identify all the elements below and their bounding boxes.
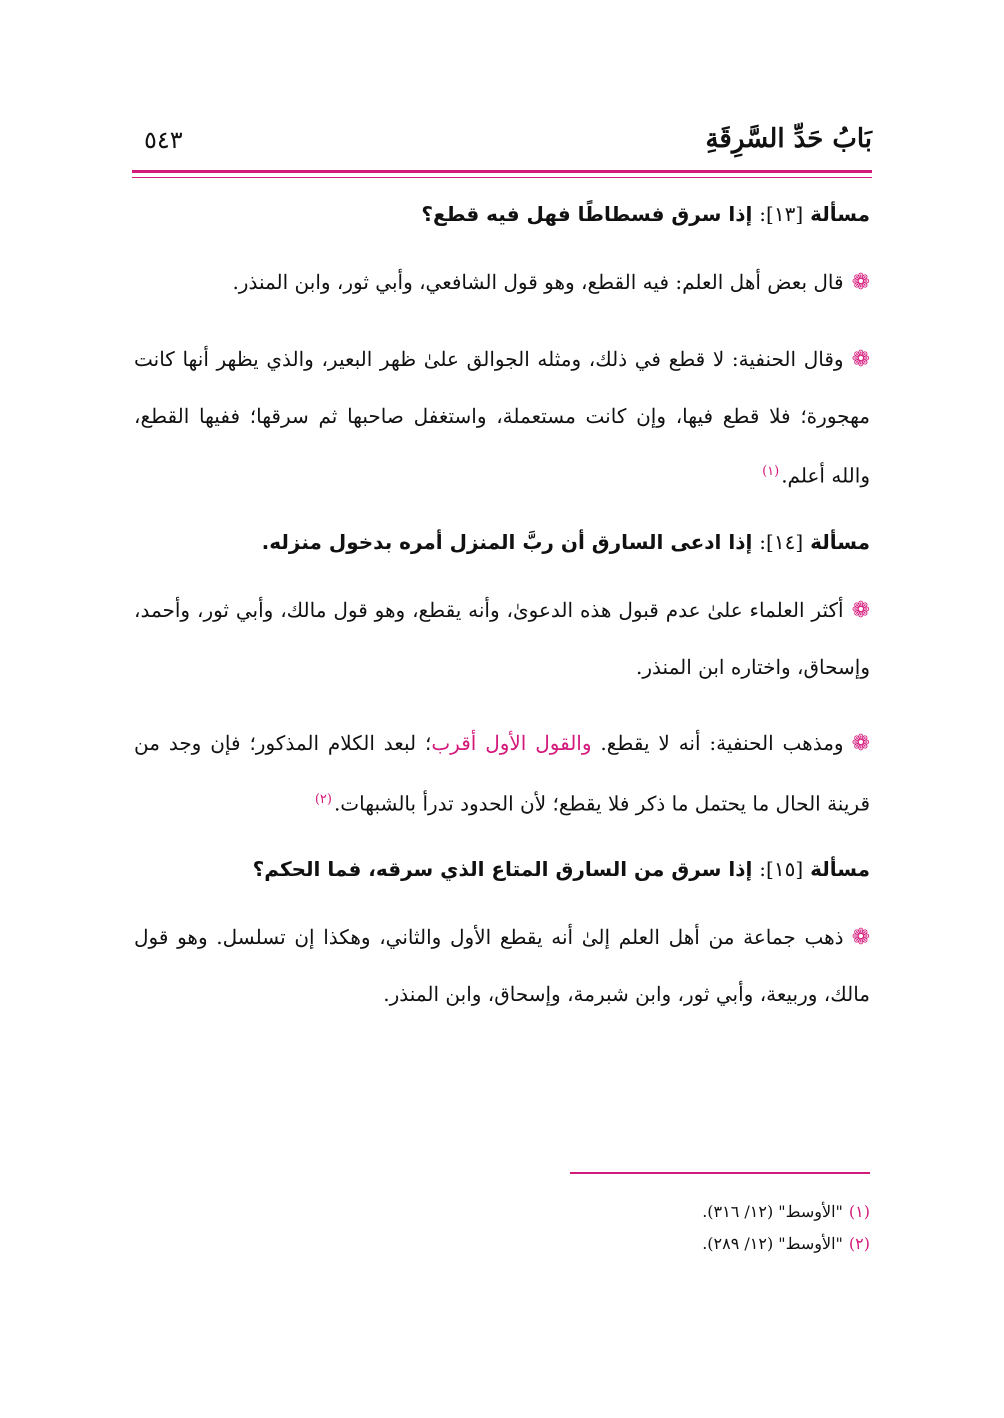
preferred-opinion: والقول الأول أقرب: [431, 730, 592, 755]
flower-ornament-icon: ❁: [851, 597, 870, 623]
main-content: [134, 196, 870, 1042]
paragraph: [134, 582, 870, 695]
paragraph: [134, 715, 870, 832]
page-number: ٥٤٣: [144, 126, 183, 154]
paragraph-text: قال بعض أهل العلم: فيه القطع، وهو قول الشافعي، وأبي ثور، وابن المنذر.: [232, 270, 844, 294]
footnote-item: [134, 1196, 870, 1228]
issue-heading-14: [134, 524, 870, 560]
footnote-text: "الأوسط" (١٢/ ٣١٦).: [702, 1202, 843, 1221]
footnotes: [134, 1196, 870, 1260]
issue-label: مسألة: [810, 202, 870, 226]
footnote-text: "الأوسط" (١٢/ ٢٨٩).: [702, 1234, 843, 1253]
paragraph-text: ؛ لبعد الكلام المذكور؛ فإن وجد من قرينة الحال ما يحتمل ما ذكر فلا يقطع؛ لأن الحدود تدرأ بالشبهات.: [134, 730, 870, 816]
footnote-divider: [570, 1172, 870, 1174]
flower-ornament-icon: ❁: [851, 730, 871, 756]
issue-number: [١٥]:: [759, 857, 804, 882]
issue-heading-15: [134, 851, 870, 887]
issue-label: مسألة: [810, 857, 870, 882]
header-rule-thick: [132, 170, 872, 173]
footnote-reference[interactable]: (١): [762, 464, 780, 479]
footnote-number: (٢): [848, 1234, 870, 1253]
header-rule-thin: [132, 177, 872, 178]
issue-number: [١٣]:: [759, 202, 804, 226]
footnote-reference[interactable]: (٢): [314, 791, 332, 807]
footnote-item: [134, 1228, 870, 1260]
paragraph-text: ومذهب الحنفية: أنه لا يقطع.: [600, 730, 844, 755]
issue-title: إذا سرق فسطاطًا فهل فيه قطع؟: [421, 202, 753, 226]
issue-title: إذا سرق من السارق المتاع الذي سرقه، فما الحكم؟: [252, 857, 753, 882]
paragraph: [134, 331, 870, 504]
page-header: [132, 124, 872, 164]
issue-number: [١٤]:: [759, 529, 804, 554]
issue-title: إذا ادعى السارق أن ربَّ المنزل أمره بدخول منزله.: [261, 529, 753, 554]
issue-label: مسألة: [810, 529, 870, 554]
flower-ornament-icon: ❁: [851, 270, 870, 295]
issue-heading-13: [134, 196, 870, 232]
paragraph-text: أكثر العلماء علىٰ عدم قبول هذه الدعوىٰ، وأنه يقطع، وهو قول مالك، وأبي ثور، وأحمد، وإسحاق، واختاره ابن المنذر.: [134, 597, 870, 679]
running-title: بَابُ حَدِّ السَّرِقَةِ: [705, 124, 872, 154]
flower-ornament-icon: ❁: [851, 925, 870, 951]
footnote-number: (١): [848, 1202, 870, 1221]
paragraph-text: وقال الحنفية: لا قطع في ذلك، ومثله الجوالق علىٰ ظهر البعير، والذي يظهر أنها كانت مهجورة؛ فلا قطع فيها، وإن كانت مستعملة، واستغفل صاحبها ثم سرقها؛ ففيها القطع، والله أعلم.: [134, 347, 870, 488]
paragraph: [134, 909, 870, 1022]
paragraph-text: ذهب جماعة من أهل العلم إلىٰ أنه يقطع الأول والثاني، وهكذا إن تسلسل. وهو قول مالك، وربيعة، وأبي ثور، وابن شبرمة، وإسحاق، وابن المنذر.: [134, 925, 870, 1007]
flower-ornament-icon: ❁: [851, 347, 870, 372]
paragraph: [134, 254, 870, 311]
